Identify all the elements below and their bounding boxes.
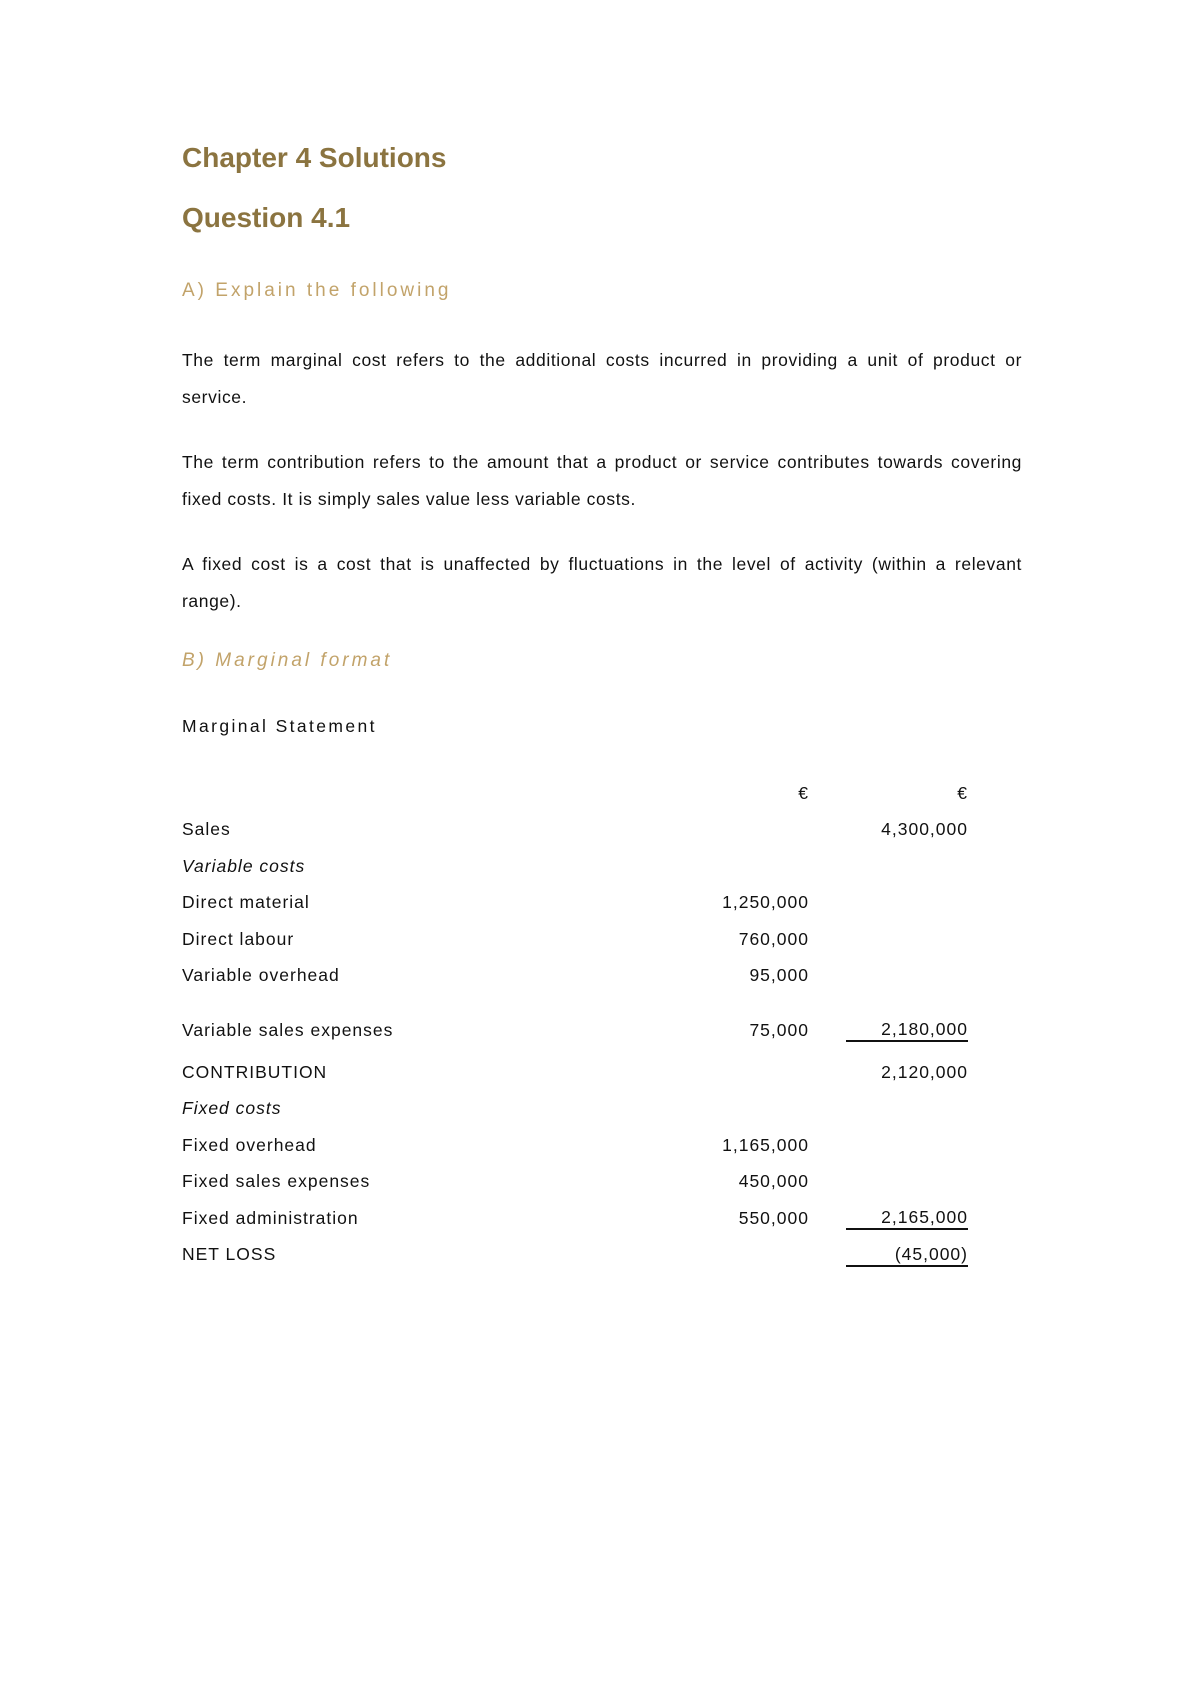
row-label: Direct labour xyxy=(182,928,295,949)
row-label: NET LOSS xyxy=(182,1244,277,1265)
table-row-fixed-overhead xyxy=(182,1127,968,1164)
row-value-col1: 1,250,000 xyxy=(722,892,809,913)
question-title: Question 4.1 xyxy=(182,202,351,233)
table-row-fixed-sales-expenses xyxy=(182,1164,968,1201)
table-row-fixed-costs xyxy=(182,1091,968,1128)
row-value-col1 xyxy=(686,1054,809,1091)
table-row-contribution xyxy=(182,1054,968,1091)
subtotal-variable-costs: 2,180,000 xyxy=(846,1018,968,1042)
row-value-col2 xyxy=(846,958,968,995)
row-label: Variable sales expenses xyxy=(182,1019,394,1040)
row-value-col1: 550,000 xyxy=(738,1207,809,1228)
row-label: Sales xyxy=(182,819,231,840)
statement-label: Marginal Statement xyxy=(182,716,377,736)
row-label: Variable overhead xyxy=(182,965,340,986)
row-value-col1: 95,000 xyxy=(749,965,809,986)
row-value-col2 xyxy=(846,848,968,885)
subtotal-fixed-costs: 2,165,000 xyxy=(846,1206,968,1230)
table-row-net-loss xyxy=(182,1237,968,1274)
row-value-col1: 75,000 xyxy=(749,1019,809,1040)
row-value-col2 xyxy=(846,921,968,958)
row-value-col2 xyxy=(846,1164,968,1201)
paragraph-contribution: The term contribution refers to the amount that a product or service contributes towards covering fixed costs. It is simply sales value less variable costs. xyxy=(182,452,1022,509)
row-value-col1 xyxy=(686,1091,809,1128)
row-value-col1 xyxy=(686,812,809,849)
paragraph-fixed-cost: A fixed cost is a cost that is unaffected by fluctuations in the level of activity (within a relevant range). xyxy=(182,554,1022,611)
row-label: CONTRIBUTION xyxy=(182,1061,328,1082)
chapter-title: Chapter 4 Solutions xyxy=(182,142,447,173)
row-value-col2: 4,300,000 xyxy=(881,819,968,840)
row-value-col2 xyxy=(846,1127,968,1164)
currency-header-row xyxy=(182,775,968,812)
row-value-col2 xyxy=(846,1091,968,1128)
row-value-col1: 760,000 xyxy=(738,928,809,949)
row-label: Fixed costs xyxy=(182,1098,282,1119)
section-a-heading: A) Explain the following xyxy=(182,280,452,301)
marginal-statement-table xyxy=(182,775,968,1273)
row-label: Fixed sales expenses xyxy=(182,1171,371,1192)
row-value-col1: 450,000 xyxy=(738,1171,809,1192)
row-label: Fixed administration xyxy=(182,1207,359,1228)
row-value-col1: 1,165,000 xyxy=(722,1134,809,1155)
section-b-heading: B) Marginal format xyxy=(182,650,393,671)
row-value-col2 xyxy=(846,885,968,922)
currency-header-col1: € xyxy=(798,782,809,803)
row-value-col1 xyxy=(686,848,809,885)
row-label: Fixed overhead xyxy=(182,1134,317,1155)
net-loss-value: (45,000) xyxy=(846,1243,968,1267)
table-row-direct-labour xyxy=(182,921,968,958)
table-row-sales xyxy=(182,812,968,849)
row-label: Variable costs xyxy=(182,855,306,876)
row-value-col2: 2,120,000 xyxy=(881,1061,968,1082)
row-value-col1 xyxy=(686,1237,809,1274)
table-row-variable-sales-expenses xyxy=(182,994,968,1054)
currency-header-col2: € xyxy=(957,782,968,803)
table-row-fixed-administration xyxy=(182,1200,968,1237)
row-label: Direct material xyxy=(182,892,310,913)
table-row-variable-overhead xyxy=(182,958,968,995)
paragraph-marginal-cost: The term marginal cost refers to the additional costs incurred in providing a unit of product or service. xyxy=(182,350,1022,407)
table-row-direct-material xyxy=(182,885,968,922)
table-row-variable-costs xyxy=(182,848,968,885)
